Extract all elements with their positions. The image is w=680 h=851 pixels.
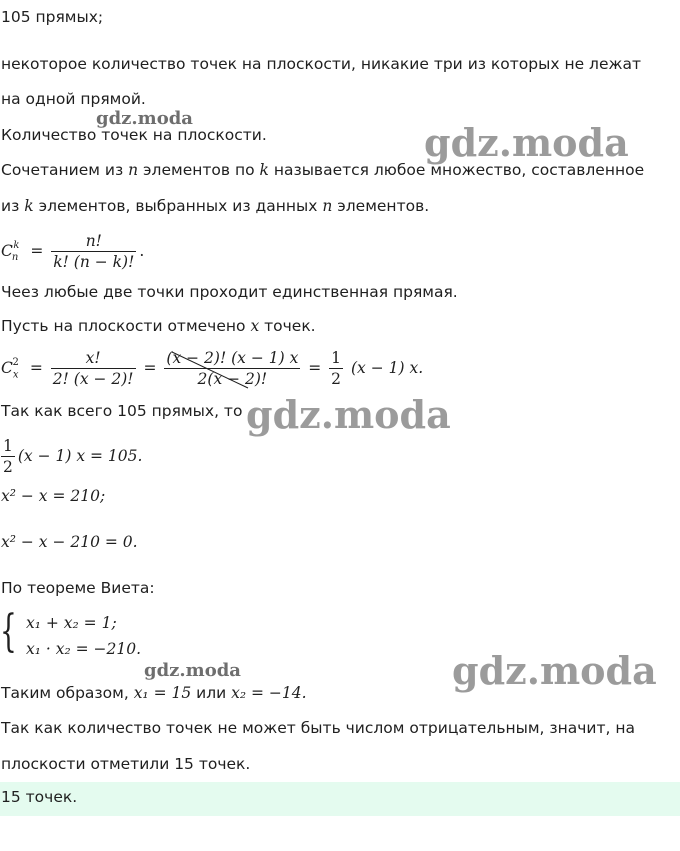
fraction: $\frac{1}{2}$	[3, 437, 13, 476]
text-line: Так как всего 105 прямых, то	[1, 402, 243, 420]
text-line: 105 прямых;	[1, 8, 104, 26]
definition-line	[1, 195, 429, 217]
text-fragment: или	[191, 684, 232, 702]
text-line	[1, 315, 316, 337]
watermark: gdz.moda	[96, 108, 193, 129]
math-var: x	[250, 317, 260, 335]
text-fragment: элементов.	[332, 197, 430, 215]
text-line: Количество точек на плоскости.	[1, 126, 267, 144]
math-expr: x₂ = −14.	[231, 684, 307, 702]
fraction: $\frac{n!}{k! (n - k)!}$	[53, 232, 135, 272]
text-line: некоторое количество точек на плоскости, никакие три из которых не лежат	[1, 55, 641, 73]
formula-equation: x² − x = 210;	[1, 487, 106, 505]
text-line	[1, 682, 307, 704]
watermark: gdz.moda	[144, 660, 241, 681]
text-fragment: Пусть на плоскости отмечено	[1, 317, 251, 335]
answer-text: 15 точек.	[1, 788, 78, 806]
text-fragment: Сочетанием из	[1, 161, 129, 179]
system-row: x₁ + x₂ = 1;	[26, 614, 117, 632]
fraction: $\frac{x!}{2! (x - 2)!}$	[52, 349, 134, 389]
math-var: k	[259, 161, 269, 179]
brace-icon: {	[0, 606, 17, 657]
text-fragment: элементов по	[138, 161, 260, 179]
math-symbol: C	[1, 242, 13, 261]
fraction: $\frac{(x - 2)! (x - 1) x}{2(x - 2)!}$	[166, 349, 299, 389]
system-row: x₁ · x₂ = −210.	[26, 640, 142, 658]
formula-combination: $C_n^k$ = $\frac{n!}{k! (n - k)!}$ .	[1, 232, 145, 272]
watermark: gdz.moda	[452, 648, 657, 693]
fraction: $\frac{1}{2}$	[331, 349, 342, 389]
text-line: По теореме Виета:	[1, 579, 155, 597]
math-var: n	[322, 197, 333, 215]
text-line: плоскости отметили 15 точек.	[1, 755, 251, 773]
text-line: на одной прямой.	[1, 90, 146, 108]
watermark: gdz.moda	[424, 120, 629, 165]
formula-equation: x² − x − 210 = 0.	[1, 533, 138, 551]
math-var: n	[128, 161, 139, 179]
math-var: k	[24, 197, 34, 215]
text-fragment: Таким образом,	[1, 684, 134, 702]
math-expr: x₁ = 15	[133, 684, 192, 702]
text-fragment: элементов, выбранных из данных	[33, 197, 323, 215]
text-line: Так как количество точек не может быть числом отрицательным, значит, на	[1, 719, 636, 737]
text-fragment: из	[1, 197, 25, 215]
cancel-strike-icon	[170, 350, 250, 390]
text-fragment: называется любое множество, составленное	[268, 161, 645, 179]
formula-equation: $\frac{1}{2}$ (x − 1) x = 105.	[3, 437, 143, 476]
answer-box	[0, 782, 680, 816]
text-fragment: точек.	[259, 317, 316, 335]
text-line: Чеез любые две точки проходит единственная прямая.	[1, 283, 458, 301]
formula-cx2: $C_x^2$ = $\frac{x!}{2! (x - 2)!}$ = $\frac{(x - 2)! (x - 1) x}{2(x - 2)!}$ = $\frac{1}{2}$ (x − 1) x.	[1, 349, 424, 389]
watermark: gdz.moda	[246, 392, 451, 437]
